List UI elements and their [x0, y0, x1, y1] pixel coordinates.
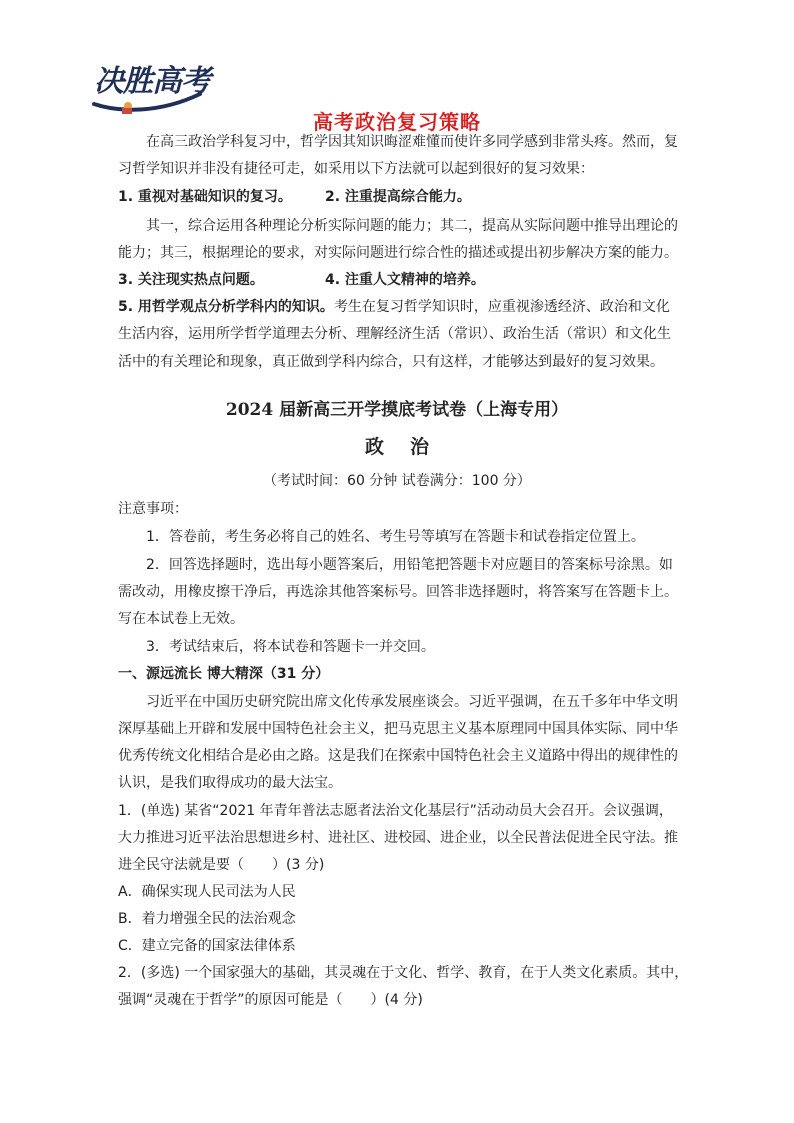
point-3: 3. 关注现实热点问题。	[118, 272, 264, 288]
point-2: 2. 注重提高综合能力。	[325, 189, 471, 205]
exam-info: （考试时间：60 分钟 试卷满分：100 分）	[263, 473, 531, 489]
question-1-option-b: B．着力增强全民的法治观念	[118, 911, 296, 927]
exam-title: 2024 届新高三开学摸底考试卷（上海专用）	[225, 400, 569, 420]
point-5: 5. 用哲学观点分析学科内的知识。考生在复习哲学知识时，应重视渗透经济、政治和文化	[118, 299, 670, 315]
ability-line-2: 能力；其三，根据理论的要求，对实际问题进行综合性的描述或提出初步解决方案的能力。	[118, 245, 678, 261]
material-line-2: 深厚基础上开辟和发展中国特色社会主义，把马克思主义基本原理同中国具体实际、同中华	[118, 721, 678, 737]
notice-2-line-3: 写在本试卷上无效。	[118, 611, 244, 627]
notice-3: 3．考试结束后，将本试卷和答题卡一并交回。	[146, 639, 435, 655]
point-4: 4. 注重人文精神的培养。	[325, 272, 485, 288]
material-line-1: 习近平在中国历史研究院出席文化传承发展座谈会。习近平强调，在五千多年中华文明	[146, 694, 678, 710]
ability-line-1: 其一，综合运用各种理论分析实际问题的能力；其二，提高从实际问题中推导出理论的	[146, 218, 678, 234]
point-5-line-3: 活中的有关理论和现象，真正做到学科内综合，只有这样，才能够达到最好的复习效果。	[118, 354, 664, 370]
notice-1: 1．答卷前，考生务必将自己的姓名、考生号等填写在答题卡和试卷指定位置上。	[146, 529, 645, 545]
question-1-line-3: 进全民守法就是要（ ）(3 分)	[118, 857, 325, 873]
point-5-line-2: 生活内容，运用所学哲学道理去分析、理解经济生活（常识）、政治生活（常识）和文化生	[118, 326, 671, 342]
question-1-line-2: 大力推进习近平法治思想进乡村、进社区、进校园、进企业，以全民普法促进全民守法。推	[118, 830, 678, 846]
notice-heading: 注意事项：	[118, 501, 188, 517]
intro-line-1: 在高三政治学科复习中，哲学因其知识晦涩难懂而使许多同学感到非常头疼。然而，复	[146, 134, 678, 150]
logo-text: 决胜高考	[94, 64, 210, 99]
notice-2-line-2: 需改动，用橡皮擦干净后，再选涂其他答案标号。回答非选择题时，将答案写在答题卡上。	[118, 584, 678, 600]
material-line-4: 认识，是我们取得成功的最大法宝。	[118, 775, 342, 791]
strategy-title: 高考政治复习策略	[313, 110, 481, 134]
question-2-line-1: 2．(多选) 一个国家强大的基础，其灵魂在于文化、哲学、教育，在于人类文化素质。其中，	[118, 965, 689, 981]
question-1-option-c: C．建立完备的国家法律体系	[118, 938, 296, 954]
question-1-option-a: A．确保实现人民司法为人民	[118, 884, 296, 900]
intro-line-2: 习哲学知识并非没有捷径可走，如采用以下方法就可以起到很好的复习效果：	[118, 161, 594, 177]
notice-2-line-1: 2．回答选择题时，选出每小题答案后，用铅笔把答题卡对应题目的答案标号涂黑。如	[146, 557, 673, 573]
section-1-heading: 一、源远流长 博大精深（31 分）	[118, 666, 330, 682]
exam-subject: 政治	[364, 436, 455, 458]
question-1-line-1: 1．(单选) 某省“2021 年青年普法志愿者法治文化基层行”活动动员大会召开。会议强调，	[118, 803, 673, 819]
point-1: 1. 重视对基础知识的复习。	[118, 189, 292, 205]
material-line-3: 优秀传统文化相结合是必由之路。这是我们在探索中国特色社会主义道路中得出的规律性的	[118, 748, 678, 764]
question-2-line-2: 强调“灵魂在于哲学”的原因可能是（ ）(4 分)	[118, 992, 423, 1008]
